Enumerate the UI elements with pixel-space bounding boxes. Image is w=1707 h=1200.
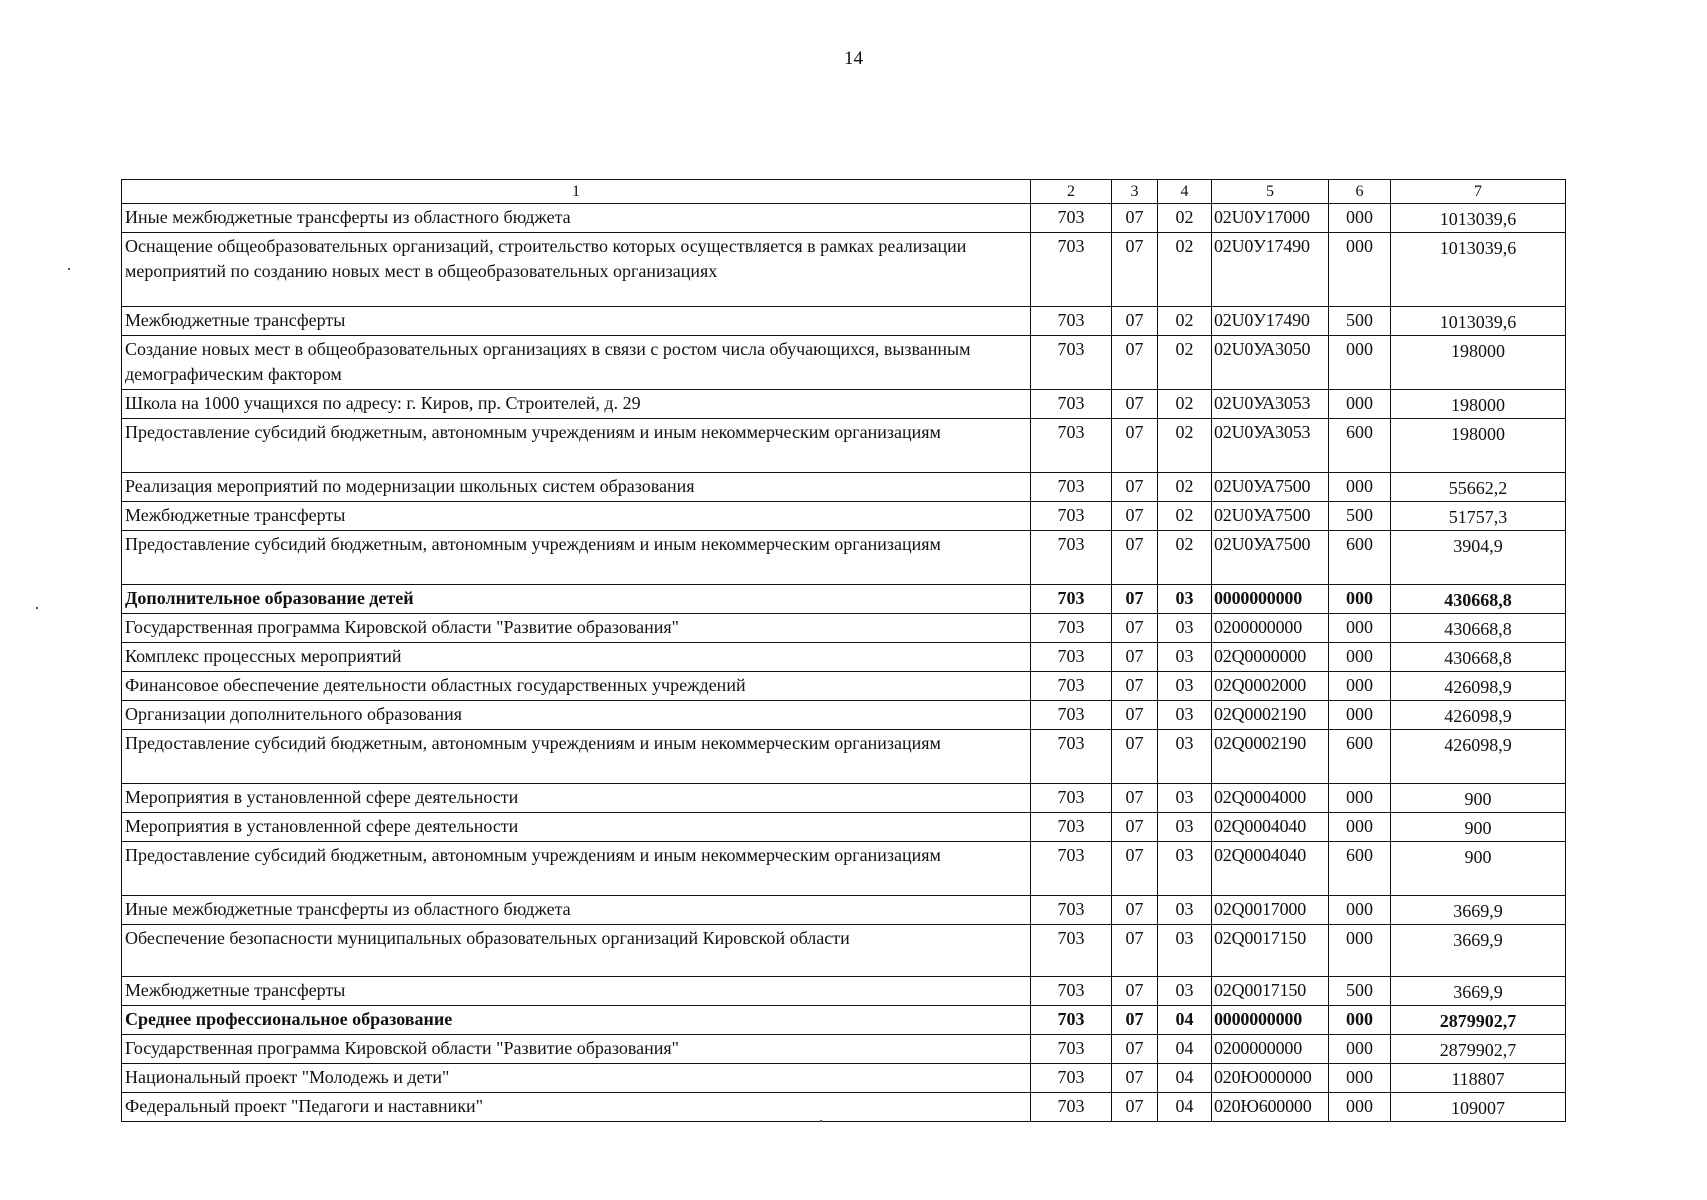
subsection-cell: 03 [1158, 925, 1212, 977]
expense-type-cell: 000 [1329, 473, 1391, 502]
row-name-cell: Обеспечение безопасности муниципальных образовательных организаций Кировской области [122, 925, 1031, 977]
section-cell: 07 [1112, 977, 1158, 1006]
target-article-cell: 02Q0002190 [1212, 701, 1329, 730]
expense-type-cell: 000 [1329, 204, 1391, 233]
amount-cell: 2879902,7 [1391, 1035, 1566, 1064]
table-row [122, 419, 1566, 473]
amount-cell: 900 [1391, 813, 1566, 842]
row-name-cell: Комплекс процессных мероприятий [122, 643, 1031, 672]
row-name-cell: Оснащение общеобразовательных организаций, строительство которых осуществляется в рамках реализации мероприятий по созданию новых мест в общеобразовательных организациях [122, 233, 1031, 307]
section-cell: 07 [1112, 502, 1158, 531]
target-article-cell: 02U0УА7500 [1212, 531, 1329, 585]
section-cell: 07 [1112, 1093, 1158, 1122]
section-cell: 07 [1112, 585, 1158, 614]
table-row [122, 585, 1566, 614]
table-row [122, 473, 1566, 502]
section-cell: 07 [1112, 1006, 1158, 1035]
section-cell: 07 [1112, 730, 1158, 784]
expense-type-cell: 000 [1329, 813, 1391, 842]
amount-cell: 1013039,6 [1391, 233, 1566, 307]
code-cell: 703 [1031, 531, 1112, 585]
amount-cell: 430668,8 [1391, 585, 1566, 614]
section-cell: 07 [1112, 813, 1158, 842]
code-cell: 703 [1031, 701, 1112, 730]
target-article-cell: 02U0УА7500 [1212, 473, 1329, 502]
table-row [122, 1006, 1566, 1035]
budget-table [121, 179, 1566, 1122]
subsection-cell: 04 [1158, 1093, 1212, 1122]
table-body [122, 204, 1566, 1122]
row-name-cell: Государственная программа Кировской области "Развитие образования" [122, 1035, 1031, 1064]
row-name-cell: Федеральный проект "Педагоги и наставники" [122, 1093, 1031, 1122]
row-name-cell: Дополнительное образование детей [122, 585, 1031, 614]
target-article-cell: 020Ю600000 [1212, 1093, 1329, 1122]
subsection-cell: 03 [1158, 896, 1212, 925]
amount-cell: 109007 [1391, 1093, 1566, 1122]
target-article-cell: 0200000000 [1212, 1035, 1329, 1064]
subsection-cell: 03 [1158, 701, 1212, 730]
row-name-cell: Государственная программа Кировской области "Развитие образования" [122, 614, 1031, 643]
expense-type-cell: 000 [1329, 233, 1391, 307]
amount-cell: 51757,3 [1391, 502, 1566, 531]
header-cell: 4 [1158, 180, 1212, 204]
code-cell: 703 [1031, 336, 1112, 390]
amount-cell: 426098,9 [1391, 672, 1566, 701]
code-cell: 703 [1031, 784, 1112, 813]
row-name-cell: Иные межбюджетные трансферты из областного бюджета [122, 204, 1031, 233]
amount-cell: 2879902,7 [1391, 1006, 1566, 1035]
section-cell: 07 [1112, 204, 1158, 233]
code-cell: 703 [1031, 842, 1112, 896]
row-name-cell: Организации дополнительного образования [122, 701, 1031, 730]
subsection-cell: 04 [1158, 1064, 1212, 1093]
table-row [122, 672, 1566, 701]
row-name-cell: Предоставление субсидий бюджетным, автономным учреждениям и иным некоммерческим организациям [122, 531, 1031, 585]
amount-cell: 198000 [1391, 336, 1566, 390]
section-cell: 07 [1112, 643, 1158, 672]
expense-type-cell: 600 [1329, 419, 1391, 473]
section-cell: 07 [1112, 390, 1158, 419]
expense-type-cell: 000 [1329, 896, 1391, 925]
subsection-cell: 02 [1158, 531, 1212, 585]
subsection-cell: 03 [1158, 643, 1212, 672]
expense-type-cell: 000 [1329, 336, 1391, 390]
header-cell: 6 [1329, 180, 1391, 204]
table-row [122, 531, 1566, 585]
subsection-cell: 02 [1158, 307, 1212, 336]
subsection-cell: 04 [1158, 1035, 1212, 1064]
subsection-cell: 02 [1158, 336, 1212, 390]
code-cell: 703 [1031, 1093, 1112, 1122]
code-cell: 703 [1031, 585, 1112, 614]
code-cell: 703 [1031, 390, 1112, 419]
code-cell: 703 [1031, 419, 1112, 473]
section-cell: 07 [1112, 614, 1158, 643]
expense-type-cell: 500 [1329, 307, 1391, 336]
subsection-cell: 03 [1158, 784, 1212, 813]
subsection-cell: 03 [1158, 614, 1212, 643]
section-cell: 07 [1112, 531, 1158, 585]
code-cell: 703 [1031, 1006, 1112, 1035]
section-cell: 07 [1112, 473, 1158, 502]
table-row [122, 1093, 1566, 1122]
row-name-cell: Межбюджетные трансферты [122, 502, 1031, 531]
row-name-cell: Среднее профессиональное образование [122, 1006, 1031, 1035]
amount-cell: 1013039,6 [1391, 204, 1566, 233]
table-row [122, 204, 1566, 233]
subsection-cell: 03 [1158, 585, 1212, 614]
target-article-cell: 02Q0017150 [1212, 977, 1329, 1006]
target-article-cell: 02Q0002190 [1212, 730, 1329, 784]
target-article-cell: 02Q0004000 [1212, 784, 1329, 813]
row-name-cell: Иные межбюджетные трансферты из областного бюджета [122, 896, 1031, 925]
section-cell: 07 [1112, 233, 1158, 307]
header-cell: 1 [122, 180, 1031, 204]
amount-cell: 3904,9 [1391, 531, 1566, 585]
section-cell: 07 [1112, 701, 1158, 730]
subsection-cell: 02 [1158, 204, 1212, 233]
amount-cell: 3669,9 [1391, 925, 1566, 977]
section-cell: 07 [1112, 896, 1158, 925]
target-article-cell: 02U0УА3053 [1212, 419, 1329, 473]
expense-type-cell: 600 [1329, 730, 1391, 784]
target-article-cell: 0000000000 [1212, 585, 1329, 614]
subsection-cell: 04 [1158, 1006, 1212, 1035]
amount-cell: 426098,9 [1391, 701, 1566, 730]
table-row [122, 842, 1566, 896]
code-cell: 703 [1031, 473, 1112, 502]
amount-cell: 430668,8 [1391, 614, 1566, 643]
table-row [122, 784, 1566, 813]
target-article-cell: 02U0У17490 [1212, 307, 1329, 336]
expense-type-cell: 000 [1329, 1064, 1391, 1093]
table-row [122, 336, 1566, 390]
target-article-cell: 02U0УА3053 [1212, 390, 1329, 419]
table-row [122, 614, 1566, 643]
target-article-cell: 02U0У17490 [1212, 233, 1329, 307]
expense-type-cell: 500 [1329, 502, 1391, 531]
row-name-cell: Предоставление субсидий бюджетным, автономным учреждениям и иным некоммерческим организациям [122, 730, 1031, 784]
table-row [122, 896, 1566, 925]
expense-type-cell: 000 [1329, 390, 1391, 419]
expense-type-cell: 000 [1329, 1006, 1391, 1035]
amount-cell: 3669,9 [1391, 977, 1566, 1006]
section-cell: 07 [1112, 307, 1158, 336]
subsection-cell: 03 [1158, 842, 1212, 896]
code-cell: 703 [1031, 813, 1112, 842]
page-number: 14 [844, 48, 863, 69]
target-article-cell: 02U0УА7500 [1212, 502, 1329, 531]
row-name-cell: Межбюджетные трансферты [122, 307, 1031, 336]
section-cell: 07 [1112, 1035, 1158, 1064]
row-name-cell: Школа на 1000 учащихся по адресу: г. Киров, пр. Строителей, д. 29 [122, 390, 1031, 419]
row-name-cell: Финансовое обеспечение деятельности областных государственных учреждений [122, 672, 1031, 701]
table-row [122, 502, 1566, 531]
amount-cell: 118807 [1391, 1064, 1566, 1093]
code-cell: 703 [1031, 672, 1112, 701]
table-row [122, 701, 1566, 730]
subsection-cell: 02 [1158, 473, 1212, 502]
subsection-cell: 03 [1158, 977, 1212, 1006]
target-article-cell: 02U0У17000 [1212, 204, 1329, 233]
subsection-cell: 02 [1158, 502, 1212, 531]
table-row [122, 307, 1566, 336]
code-cell: 703 [1031, 307, 1112, 336]
table-row [122, 977, 1566, 1006]
expense-type-cell: 000 [1329, 701, 1391, 730]
scan-speck [68, 268, 70, 270]
section-cell: 07 [1112, 842, 1158, 896]
code-cell: 703 [1031, 896, 1112, 925]
subsection-cell: 03 [1158, 672, 1212, 701]
header-cell: 5 [1212, 180, 1329, 204]
target-article-cell: 0200000000 [1212, 614, 1329, 643]
section-cell: 07 [1112, 419, 1158, 473]
table-row [122, 1064, 1566, 1093]
target-article-cell: 0000000000 [1212, 1006, 1329, 1035]
scan-speck [820, 1120, 822, 1122]
scan-speck [36, 607, 38, 609]
row-name-cell: Предоставление субсидий бюджетным, автономным учреждениям и иным некоммерческим организациям [122, 419, 1031, 473]
expense-type-cell: 000 [1329, 784, 1391, 813]
expense-type-cell: 000 [1329, 585, 1391, 614]
table-row [122, 925, 1566, 977]
table-row [122, 643, 1566, 672]
code-cell: 703 [1031, 643, 1112, 672]
target-article-cell: 02U0УА3050 [1212, 336, 1329, 390]
header-cell: 3 [1112, 180, 1158, 204]
row-name-cell: Мероприятия в установленной сфере деятельности [122, 784, 1031, 813]
expense-type-cell: 000 [1329, 614, 1391, 643]
target-article-cell: 02Q0004040 [1212, 842, 1329, 896]
subsection-cell: 02 [1158, 390, 1212, 419]
subsection-cell: 02 [1158, 419, 1212, 473]
row-name-cell: Национальный проект "Молодежь и дети" [122, 1064, 1031, 1093]
subsection-cell: 03 [1158, 730, 1212, 784]
target-article-cell: 02Q0017150 [1212, 925, 1329, 977]
section-cell: 07 [1112, 672, 1158, 701]
row-name-cell: Мероприятия в установленной сфере деятельности [122, 813, 1031, 842]
code-cell: 703 [1031, 233, 1112, 307]
code-cell: 703 [1031, 1035, 1112, 1064]
expense-type-cell: 000 [1329, 1093, 1391, 1122]
target-article-cell: 02Q0004040 [1212, 813, 1329, 842]
section-cell: 07 [1112, 925, 1158, 977]
table-row [122, 390, 1566, 419]
expense-type-cell: 000 [1329, 1035, 1391, 1064]
expense-type-cell: 500 [1329, 977, 1391, 1006]
row-name-cell: Предоставление субсидий бюджетным, автономным учреждениям и иным некоммерческим организациям [122, 842, 1031, 896]
table-row [122, 233, 1566, 307]
amount-cell: 900 [1391, 842, 1566, 896]
expense-type-cell: 000 [1329, 925, 1391, 977]
amount-cell: 198000 [1391, 419, 1566, 473]
section-cell: 07 [1112, 784, 1158, 813]
row-name-cell: Межбюджетные трансферты [122, 977, 1031, 1006]
code-cell: 703 [1031, 614, 1112, 643]
header-cell: 2 [1031, 180, 1112, 204]
amount-cell: 900 [1391, 784, 1566, 813]
amount-cell: 55662,2 [1391, 473, 1566, 502]
amount-cell: 426098,9 [1391, 730, 1566, 784]
table-header-row [122, 180, 1566, 204]
table-row [122, 730, 1566, 784]
code-cell: 703 [1031, 925, 1112, 977]
code-cell: 703 [1031, 977, 1112, 1006]
code-cell: 703 [1031, 1064, 1112, 1093]
amount-cell: 430668,8 [1391, 643, 1566, 672]
amount-cell: 1013039,6 [1391, 307, 1566, 336]
subsection-cell: 03 [1158, 813, 1212, 842]
target-article-cell: 02Q0000000 [1212, 643, 1329, 672]
target-article-cell: 02Q0017000 [1212, 896, 1329, 925]
code-cell: 703 [1031, 730, 1112, 784]
expense-type-cell: 000 [1329, 643, 1391, 672]
table-row [122, 813, 1566, 842]
row-name-cell: Создание новых мест в общеобразовательных организациях в связи с ростом числа обучающихся, вызванным демографическим фактором [122, 336, 1031, 390]
code-cell: 703 [1031, 204, 1112, 233]
header-cell: 7 [1391, 180, 1566, 204]
expense-type-cell: 600 [1329, 531, 1391, 585]
table-row [122, 1035, 1566, 1064]
section-cell: 07 [1112, 336, 1158, 390]
row-name-cell: Реализация мероприятий по модернизации школьных систем образования [122, 473, 1031, 502]
amount-cell: 3669,9 [1391, 896, 1566, 925]
expense-type-cell: 000 [1329, 672, 1391, 701]
expense-type-cell: 600 [1329, 842, 1391, 896]
subsection-cell: 02 [1158, 233, 1212, 307]
target-article-cell: 02Q0002000 [1212, 672, 1329, 701]
amount-cell: 198000 [1391, 390, 1566, 419]
code-cell: 703 [1031, 502, 1112, 531]
target-article-cell: 020Ю000000 [1212, 1064, 1329, 1093]
section-cell: 07 [1112, 1064, 1158, 1093]
